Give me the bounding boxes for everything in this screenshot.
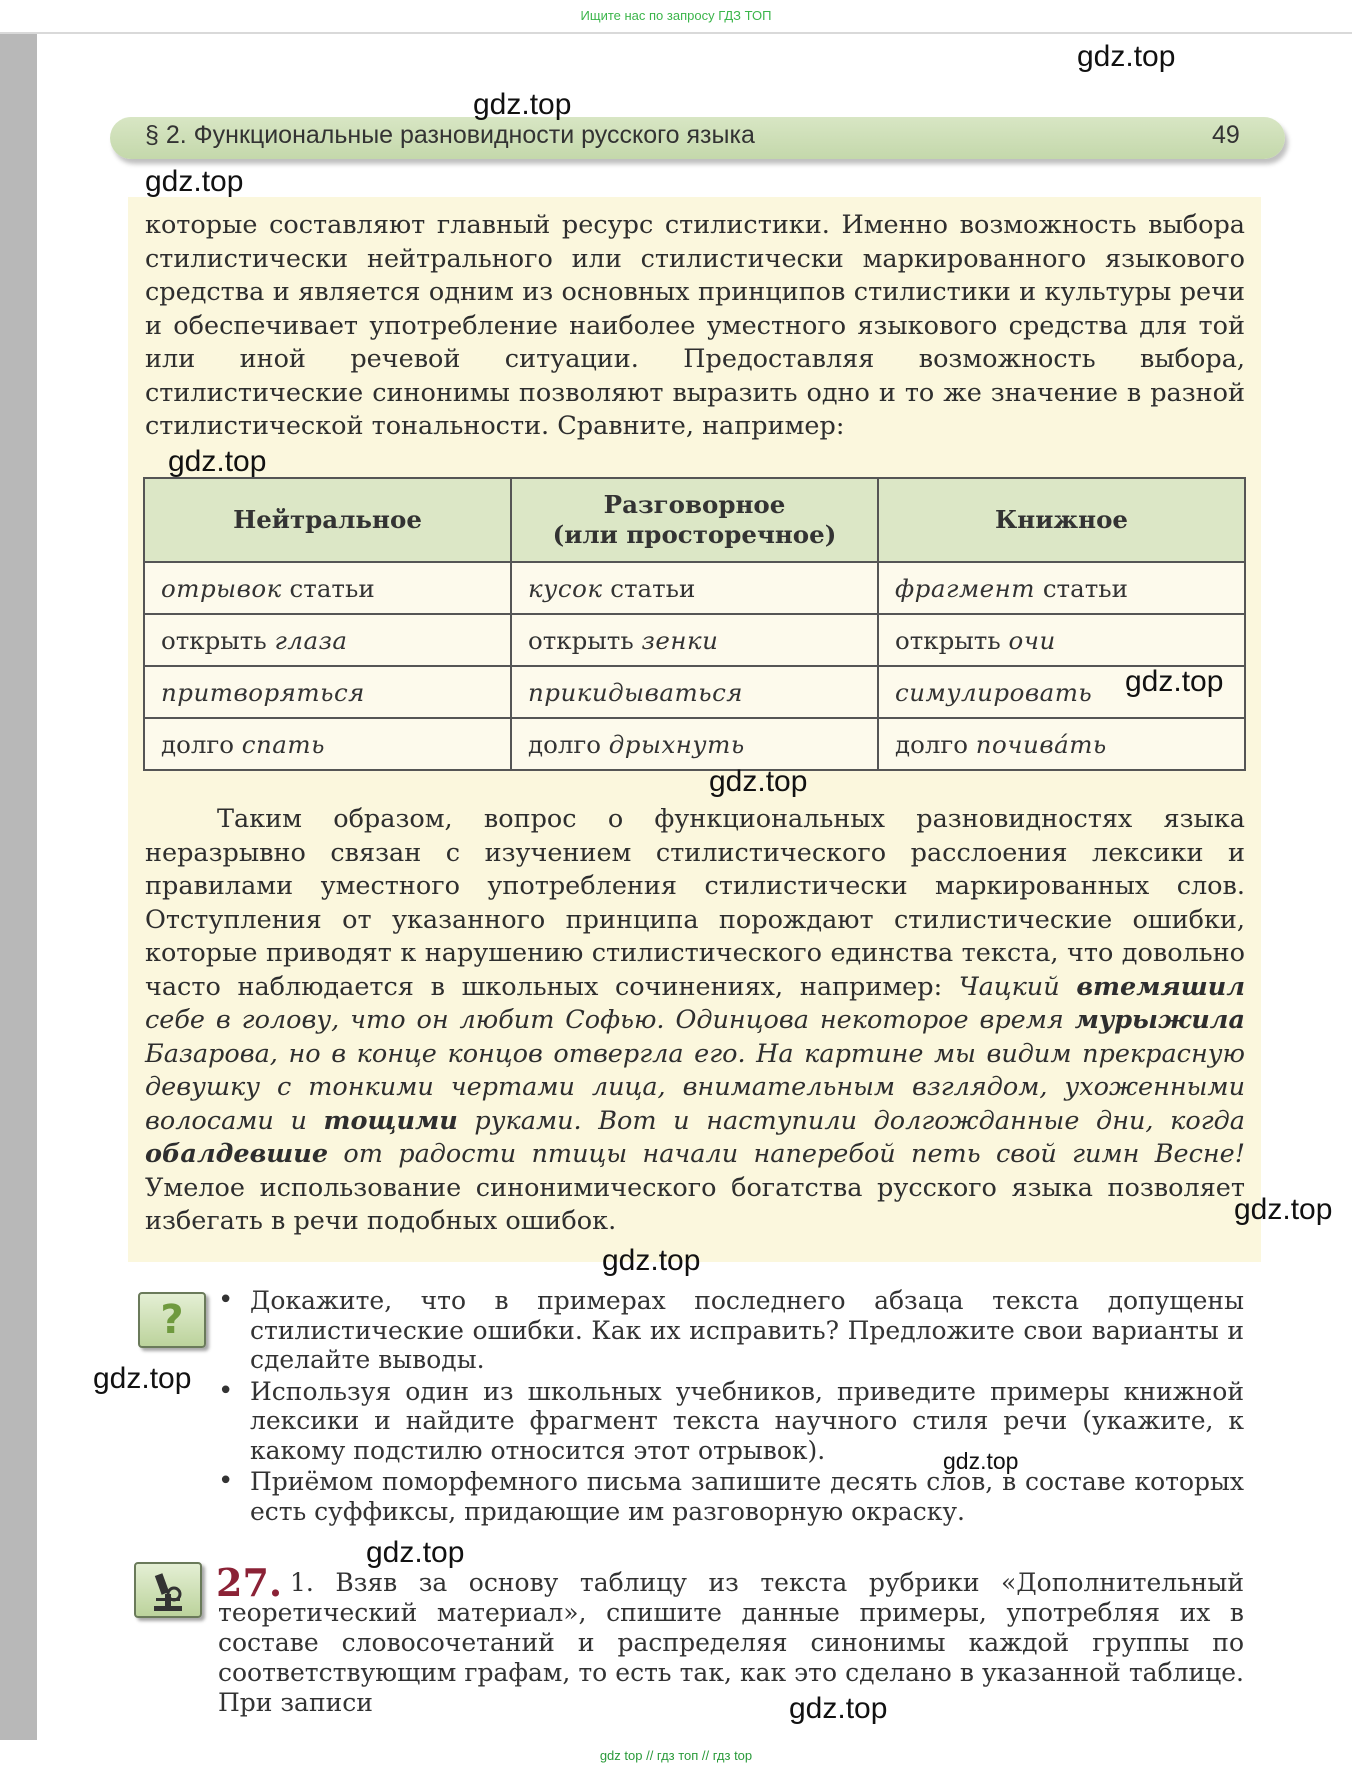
watermark: gdz.top <box>93 1362 192 1395</box>
top-banner[interactable]: Ищите нас по запросу ГДЗ ТОП <box>580 8 772 23</box>
header-colloquial-line1: Разговорное <box>603 490 786 519</box>
cell-italic: глаза <box>274 625 348 655</box>
footer-links[interactable]: gdz top // гдз топ // гдз top <box>599 1748 753 1763</box>
cell-text: долго <box>895 729 976 759</box>
table-cell <box>144 666 511 718</box>
cell-text: статьи <box>602 573 696 603</box>
table-row <box>144 562 1245 614</box>
error-word: мурыжила <box>1074 1005 1245 1035</box>
page-number: 49 <box>1212 121 1240 149</box>
cell-italic: очи <box>1008 625 1056 655</box>
error-word: втемяшил <box>1076 971 1245 1002</box>
list-item: • Приёмом поморфемного письма запишите десять слов, в составе которых есть суффиксы, придающие им разговорную окраску. <box>218 1467 1244 1526</box>
question-mark-icon: ? <box>138 1292 206 1348</box>
table-header-row <box>144 478 1245 562</box>
cell-italic: фрагмент <box>895 573 1036 603</box>
header-colloquial-line2: (или просторечное) <box>552 520 837 549</box>
cell-italic: почивáть <box>975 729 1107 759</box>
top-divider <box>0 32 1352 34</box>
cell-italic: притворяться <box>161 677 365 707</box>
conclusion-text <box>145 803 1245 1239</box>
intro-text: которые составляют главный ресурс стилистики. Именно возможность выбора стилистически нейтрального или стилистически маркированного языкового средства и является одним из основных принципов стилистики и культуры речи и обеспечивает употребление наиболее уместного языкового средства для той или иной речевой ситуации. Предоставляя возможность выбора, стилистические синонимы позволяют выразить одно и то же значение в разной стилистической тональности. Сравните, например: <box>145 210 1245 441</box>
left-scroll-gutter <box>0 34 37 1740</box>
cell-italic: спать <box>241 729 325 759</box>
example-italic: руками. Вот и наступили долгожданные дни, когда <box>457 1105 1245 1136</box>
watermark: gdz.top <box>168 445 267 478</box>
cell-italic: отрывок <box>161 573 282 603</box>
table-cell <box>511 562 878 614</box>
table-cell <box>878 562 1245 614</box>
cell-text: долго <box>161 729 242 759</box>
example-italic: себе в голову, что он любит Софью. Одинцова некоторое время <box>145 1005 1075 1035</box>
cell-text: открыть <box>528 625 642 655</box>
watermark: gdz.top <box>602 1244 701 1277</box>
watermark: gdz.top <box>473 88 572 121</box>
exercise-number: 27. <box>216 1560 283 1605</box>
table-cell <box>511 718 878 770</box>
cell-text: долго <box>528 729 609 759</box>
synonyms-table <box>143 477 1246 771</box>
conclusion-plain: Таким образом, вопрос о функциональных разновидностях языка неразрывно связан с изучением стилистического расслоения лексики и правилами уместного употребления стилистически маркированных слов. Отступления от указанного принципа порождают стилистические ошибки, которые приводят к нарушению стилистического единства текста, что довольно часто наблюдается в школьных сочинениях, например: <box>145 804 1245 1002</box>
cell-text: открыть <box>161 625 275 655</box>
header-colloquial <box>511 478 878 562</box>
cell-text: открыть <box>895 625 1009 655</box>
watermark: gdz.top <box>1234 1193 1333 1226</box>
microscope-icon <box>134 1562 202 1618</box>
table-cell <box>878 614 1245 666</box>
example-italic: от радости птицы начали наперебой петь свой гимн Весне! <box>328 1139 1245 1169</box>
table-cell <box>511 666 878 718</box>
cell-italic: зенки <box>641 625 719 655</box>
watermark: gdz.top <box>366 1536 465 1569</box>
list-item: • Докажите, что в примерах последнего абзаца текста допущены стилистические ошибки. Как их исправить? Предложите свои варианты и сделайте выводы. <box>218 1286 1244 1375</box>
table-cell <box>144 614 511 666</box>
error-word: обалдевшие <box>145 1139 329 1169</box>
table-cell <box>144 562 511 614</box>
cell-text: статьи <box>1035 573 1128 603</box>
watermark: gdz.top <box>789 1692 888 1725</box>
list-item: • Используя один из школьных учебников, приведите примеры книжной лексики и найдите фрагмент текста научного стиля речи (укажите, к какому подстилю относится этот отрывок). <box>218 1377 1244 1466</box>
cell-italic: кусок <box>528 573 603 603</box>
error-word: тощими <box>323 1105 458 1136</box>
exercise-text: 1. Взяв за основу таблицу из текста рубрики «Дополнительный теоретический материал», спишите данные примеры, употребляя их в составе словосочетаний и распределяя синонимы каждой группы по соответствующим графам, то есть так, как это сделано в указанной таблице. При записи <box>218 1568 1244 1717</box>
watermark: gdz.top <box>1077 40 1176 73</box>
conclusion-paragraph <box>145 803 1245 1239</box>
watermark: gdz.top <box>145 165 244 198</box>
conclusion-plain: Умелое использование синонимического богатства русского языка позволяет избегать в речи подобных ошибок. <box>145 1172 1245 1236</box>
watermark: gdz.top <box>943 1448 1019 1474</box>
header-bookish: Книжное <box>878 478 1245 562</box>
header-neutral: Нейтральное <box>144 478 511 562</box>
intro-paragraph <box>145 209 1245 444</box>
cell-italic: прикидываться <box>528 677 744 707</box>
table-row <box>144 666 1245 718</box>
table-row <box>144 718 1245 770</box>
questions-list <box>218 1286 1244 1528</box>
cell-italic: симулировать <box>895 677 1093 707</box>
section-title: § 2. Функциональные разновидности русского языка <box>145 121 755 149</box>
example-italic: Чацкий <box>958 971 1077 1002</box>
watermark: gdz.top <box>1125 665 1224 698</box>
watermark: gdz.top <box>709 765 808 798</box>
table-row <box>144 614 1245 666</box>
table-cell <box>511 614 878 666</box>
cell-italic: дрыхнуть <box>608 729 745 759</box>
table-cell <box>878 718 1245 770</box>
example-italic: Базарова, но в конце концов отвергла его. На картине мы видим прекрасную девушку с тонкими чертами лица, внимательным взглядом, ухоженными волосами и <box>145 1038 1245 1136</box>
cell-text: статьи <box>281 573 375 603</box>
table-cell <box>144 718 511 770</box>
